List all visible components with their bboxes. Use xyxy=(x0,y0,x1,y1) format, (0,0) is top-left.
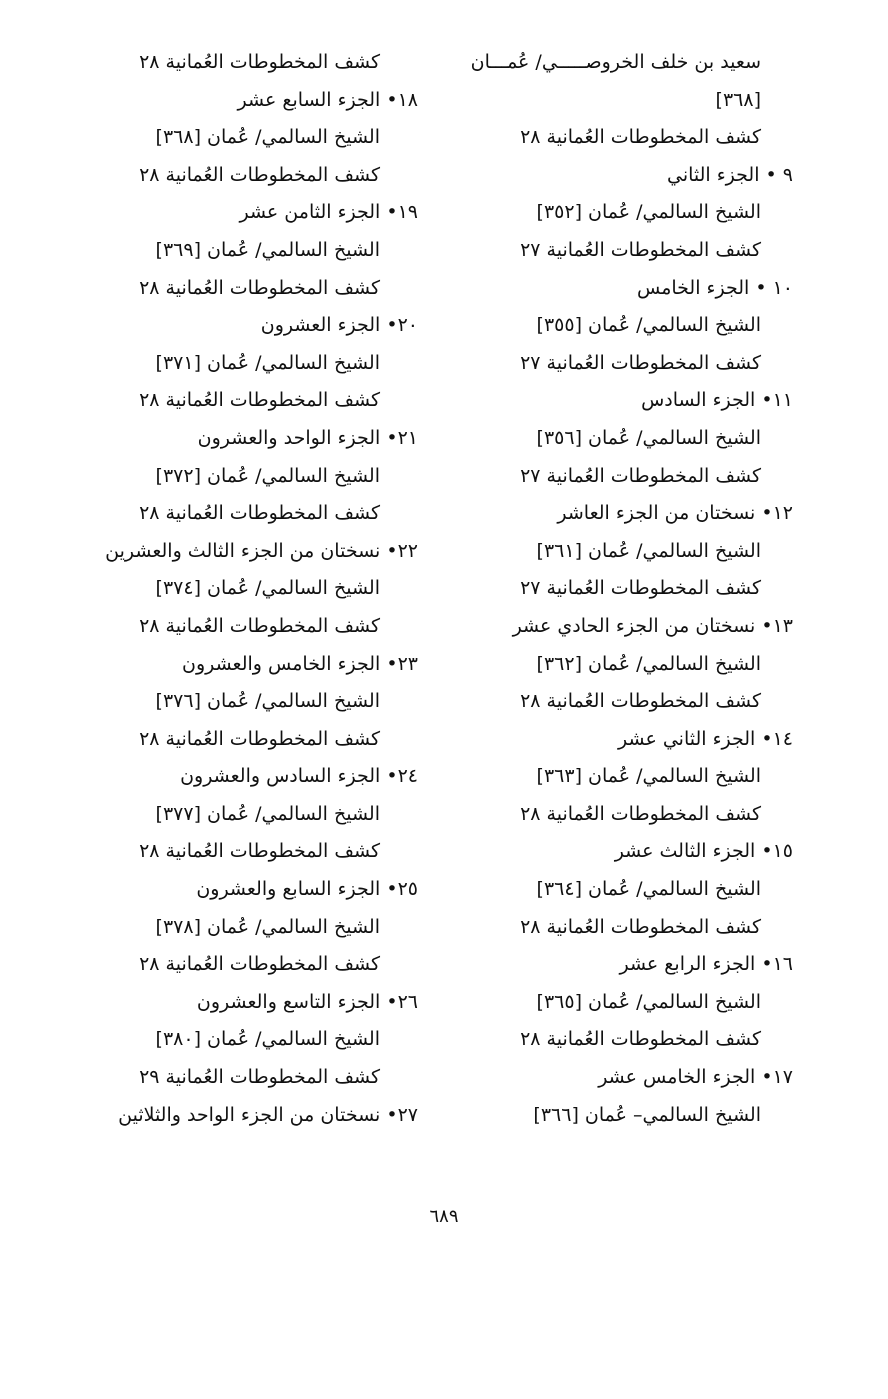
entry-detail: كشف المخطوطات العُمانية ٢٧ xyxy=(520,577,761,600)
entry-detail: الشيخ السالمي/ عُمان [٣٥٢] xyxy=(536,201,761,224)
entry-detail: كشف المخطوطات العُمانية ٢٨ xyxy=(139,727,380,750)
entry-detail: الشيخ السالمي/ عُمان [٣٧٧] xyxy=(155,802,380,825)
entry-detail: كشف المخطوطات العُمانية ٢٨ xyxy=(139,502,380,525)
entry-detail: كشف المخطوطات العُمانية ٢٧ xyxy=(520,238,761,261)
entry-detail: كشف المخطوطات العُمانية ٢٩ xyxy=(139,1066,380,1089)
entry-detail: الشيخ السالمي/ عُمان [٣٧٦] xyxy=(155,690,380,713)
entry-detail: كشف المخطوطات العُمانية ٢٨ xyxy=(520,126,761,149)
entry-detail: الشيخ السالمي/ عُمان [٣٦٢] xyxy=(536,652,761,675)
entry-heading: ٢٦• الجزء التاسع والعشرون xyxy=(196,990,418,1013)
entry-heading: ١٥• الجزء الثالث عشر xyxy=(614,840,793,863)
entry-detail: الشيخ السالمي/ عُمان [٣٦٩] xyxy=(155,238,380,261)
entry-heading: ١٧• الجزء الخامس عشر xyxy=(598,1066,793,1089)
entry-heading: ٩ • الجزء الثاني xyxy=(666,163,793,186)
entry-heading: ١٢• نسختان من الجزء العاشر xyxy=(557,502,793,525)
entry-detail: كشف المخطوطات العُمانية ٢٨ xyxy=(139,614,380,637)
entry-heading: ١٩• الجزء الثامن عشر xyxy=(239,201,418,224)
entry-detail: كشف المخطوطات العُمانية ٢٨ xyxy=(139,163,380,186)
entry-detail: الشيخ السالمي/ عُمان [٣٦١] xyxy=(536,539,761,562)
entry-heading: ٢٢• نسختان من الجزء الثالث والعشرين xyxy=(105,539,418,562)
entry-heading: ١٠ • الجزء الخامس xyxy=(636,276,793,299)
entry-detail: كشف المخطوطات العُمانية ٢٨ xyxy=(520,1028,761,1051)
entry-detail: كشف المخطوطات العُمانية ٢٨ xyxy=(520,802,761,825)
entry-heading: ١١• الجزء السادس xyxy=(641,389,793,412)
entry-detail: كشف المخطوطات العُمانية ٢٨ xyxy=(520,915,761,938)
entry-heading: ٢٤• الجزء السادس والعشرون xyxy=(180,765,418,788)
right-column xyxy=(373,44,793,1134)
entry-detail: الشيخ السالمي/ عُمان [٣٧١] xyxy=(155,351,380,374)
entry-heading: ١٨• الجزء السابع عشر xyxy=(237,88,418,111)
entry-detail: كشف المخطوطات العُمانية ٢٧ xyxy=(520,464,761,487)
entry-heading: ١٦• الجزء الرابع عشر xyxy=(619,953,793,976)
entry-heading: ١٤• الجزء الثاني عشر xyxy=(618,727,793,750)
entry-detail: كشف المخطوطات العُمانية ٢٨ xyxy=(139,389,380,412)
page-number: ٦٨٩ xyxy=(429,1206,459,1227)
entry-detail: كشف المخطوطات العُمانية ٢٨ xyxy=(139,276,380,299)
entry-detail: الشيخ السالمي– عُمان [٣٦٦] xyxy=(533,1103,761,1126)
entry-detail: الشيخ السالمي/ عُمان [٣٨٠] xyxy=(155,1028,380,1051)
entry-heading: ٢٣• الجزء الخامس والعشرون xyxy=(182,652,418,675)
entry-detail: الشيخ السالمي/ عُمان [٣٥٦] xyxy=(536,426,761,449)
entry-detail: الشيخ السالمي/ عُمان [٣٥٥] xyxy=(536,314,761,337)
left-column xyxy=(18,44,418,1134)
entry-detail: كشف المخطوطات العُمانية ٢٨ xyxy=(139,51,380,73)
entry-detail: الشيخ السالمي/ عُمان [٣٧٤] xyxy=(155,577,380,600)
entry-detail: الشيخ السالمي/ عُمان [٣٧٨] xyxy=(155,915,380,938)
entry-detail: الشيخ السالمي/ عُمان [٣٧٢] xyxy=(155,464,380,487)
entry-detail: كشف المخطوطات العُمانية ٢٨ xyxy=(520,690,761,713)
entry-detail: كشف المخطوطات العُمانية ٢٧ xyxy=(520,351,761,374)
entry-heading: ٢٧• نسختان من الجزء الواحد والثلاثين xyxy=(118,1103,418,1126)
entry-heading: ٢٥• الجزء السابع والعشرون xyxy=(196,878,418,901)
entry-heading: ٢١• الجزء الواحد والعشرون xyxy=(197,426,418,449)
entry-detail: الشيخ السالمي/ عُمان [٣٦٣] xyxy=(536,765,761,788)
entry-detail: سعيد بن خلف الخروصـــــي/ عُمـــان xyxy=(470,51,761,73)
entry-detail: الشيخ السالمي/ عُمان [٣٦٨] xyxy=(155,126,380,149)
entry-detail: الشيخ السالمي/ عُمان [٣٦٤] xyxy=(536,878,761,901)
entry-detail: الشيخ السالمي/ عُمان [٣٦٥] xyxy=(536,990,761,1013)
entry-detail: كشف المخطوطات العُمانية ٢٨ xyxy=(139,840,380,863)
entry-detail: كشف المخطوطات العُمانية ٢٨ xyxy=(139,953,380,976)
entry-heading: ٢٠• الجزء العشرون xyxy=(260,314,418,337)
entry-detail: [٣٦٨] xyxy=(715,88,761,111)
entry-heading: ١٣• نسختان من الجزء الحادي عشر xyxy=(512,614,793,637)
